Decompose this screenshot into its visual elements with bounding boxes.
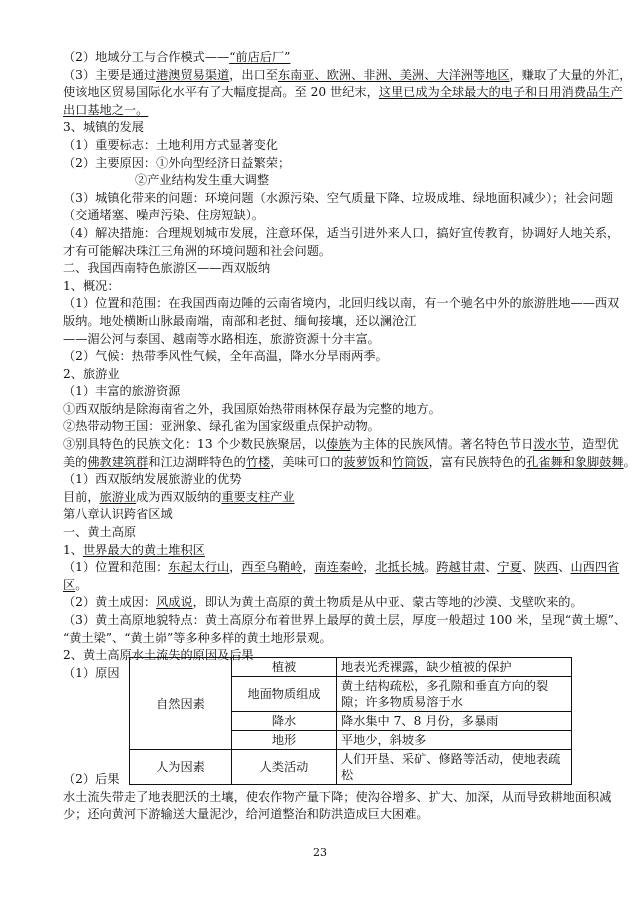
text-line [63,190,614,208]
text-run: （2）气候：热带季风性气候，全年高温，降水分旱雨两季。 [63,349,388,364]
underlined-text: 这里已成为全球最大的电子和日用消费品生产 [378,85,623,100]
underlined-text: 出口基地之一。 [63,102,149,117]
underlined-text: 南连秦岭 [314,560,364,575]
description-cell: 平地少，斜坡多 [337,731,572,750]
text-line [63,806,580,824]
human-factors-cell: 人为因素 [130,750,232,785]
text-line [63,789,612,807]
text-run: ②产业结构发生重大调整 [135,173,270,188]
text-block-bottom [63,771,612,824]
text-line [63,137,580,155]
text-run: ，即认为黄土高原的黄土物质是从中亚、蒙古等地的沙漠、戈壁吹来的。 [192,595,583,610]
text-line [63,489,580,507]
underlined-text: 重要支柱产业 [221,489,295,504]
text-run: 2、旅游业 [63,366,120,381]
text-line [63,260,580,278]
text-run: （3）黄土高原地貌特点：黄土高原分布着世界上最厚的黄土层，厚度一般超过 100 米，呈现“黄土塬”、 [63,613,627,627]
soil-erosion-causes-table [129,657,572,785]
underlined-text: 竹楼 [245,454,271,469]
description-cell: 黄土结构疏松，多孔隙和垂直方向的裂隙；许多物质易溶于水 [337,677,572,712]
text-run: 才有可能解决珠江三角洲的环境问题和社会问题。 [63,243,332,258]
text-run: 、 [485,560,498,575]
text-run: ③别具特色的民族文化：13 个少数民族聚居，以 [63,437,327,452]
text-line [63,559,620,577]
text-line [63,594,583,612]
underlined-text: 东南亚、欧洲、非洲、美洲、大洋洲等地区 [277,67,510,82]
text-line [63,278,580,296]
text-run: （4）解决措施：合理规划城市发展，注意环保，适当引进外来人口，搞好宣传教育，协调好人地关系， [63,225,620,240]
text-line [63,771,580,789]
text-run: ——湄公河与泰国、越南等水路相连，旅游资源十分丰富。 [63,331,380,346]
page-number: 23 [313,846,327,859]
text-run: 一、黄土高原 [63,525,137,540]
description-cell: 降水集中 7、8 月份，多暴雨 [337,712,572,731]
text-run: 使该地区贸易国际化水平有了大幅度提高。至 20 世纪末， [63,85,379,100]
text-run: 1、 [63,542,83,557]
text-line [63,207,580,225]
text-line [63,84,623,102]
text-line [63,612,627,630]
text-run: （3）主要是通过 [63,67,157,82]
text-run: （1）位置和范围：在我国西南边陲的云南省境内，北回归线以南，有一个驰名中外的旅游胜地——西双 [63,296,620,311]
text-line [63,243,580,261]
text-run: 。 [424,560,437,575]
text-run: ， [229,560,242,575]
text-run: 。 [623,454,636,469]
text-run: 和江边湖畔特色的 [148,454,246,469]
underlined-text: 陕西 [533,560,559,575]
text-run: （3）城镇化带来的问题：环境问题（水源污染、空气质量下降、垃圾成堆、绿地面积减少）；社会问题 [63,190,614,205]
text-line [63,102,580,120]
underlined-text: 孔雀舞和象脚鼓舞 [526,454,624,469]
text-line [63,348,580,366]
text-line [63,49,580,67]
underlined-text: 西至乌鞘岭 [241,560,303,575]
text-run: （1）位置和范围： [63,560,169,575]
underlined-text: 区 [63,577,76,592]
text-line [63,542,580,560]
text-run: （2）黄土成因： [63,595,157,610]
text-line [63,331,580,349]
text-run: 2、黄土高原水土流失的原因及后果 [63,648,254,663]
text-line [63,630,580,648]
underlined-text: “前店后厂” [229,50,291,64]
text-run: 水土流失带走了地表肥沃的土壤，使农作物产量下降；使沟谷增多、扩大、加深，从而导致耕地面积减 [63,789,612,804]
underlined-text: 傣族 [326,437,351,452]
underlined-text: 菠萝饭 [343,454,380,469]
underlined-text: 风成说 [156,595,193,610]
underlined-text: 世界最大的黄土堆积区 [82,542,205,557]
text-line [63,119,580,137]
text-line [63,471,580,489]
underlined-text: 佛教建筑群 [87,454,149,469]
text-line [63,454,636,472]
text-run: （1）丰富的旅游资源 [63,384,181,399]
underlined-text: 东起太行山 [168,560,230,575]
text-run: ①西双版纳是除海南省之外，我国原始热带雨林保存最为完整的地方。 [63,401,441,416]
text-run: （交通堵塞、噪声污染、住房短缺）。 [63,208,265,223]
text-run: （1）重要标志：土地利用方式显著变化 [63,137,278,152]
underlined-text: 竹筒饭 [392,454,429,469]
text-line [63,418,580,436]
text-run: ， [363,560,376,575]
text-line [63,313,580,331]
text-run: 和 [379,454,393,469]
underlined-text: 港澳贸易渠道 [156,67,230,82]
text-line [63,383,580,401]
text-run: ，美味可口的 [270,454,344,469]
factor-cell: 人类活动 [232,750,337,785]
natural-factors-cell: 自然因素 [130,658,232,750]
text-run: 、 [521,560,534,575]
text-run: 1、概况： [63,278,120,293]
text-line [63,524,580,542]
factor-cell: 地面物质组成 [232,677,337,712]
table-row [130,658,572,677]
text-line [63,225,620,243]
text-line [63,506,580,524]
underlined-text: 跨越甘肃 [436,560,486,575]
text-line [63,436,619,454]
text-line [63,401,580,419]
text-run: （1）原因 [63,665,120,680]
text-run: （2）地域分工与合作模式—— [63,50,230,64]
text-line [63,172,580,190]
text-line [63,155,580,173]
text-run: 成为西双版纳的 [136,489,222,504]
text-run: 美的 [63,454,88,469]
text-run: 为主体的民族风情。著名特色节日 [350,437,534,452]
factor-cell: 降水 [232,712,337,731]
text-run: 目前， [63,489,100,504]
text-line [63,295,620,313]
text-run: 第八章认识跨省区域 [63,507,173,522]
underlined-text: 山西四省 [570,560,620,575]
text-run: 、 [558,560,571,575]
factor-cell: 地形 [232,731,337,750]
text-run: 少；还向黄河下游输送大量泥沙，给河道整治和防洪造成巨大困难。 [63,807,429,822]
underlined-text: 宁夏 [497,560,522,575]
text-run: ，造型优 [569,437,619,452]
underlined-text: 北抵长城 [375,560,425,575]
description-cell: 人们开垦、采矿、修路等活动，使地表疏松 [337,750,572,785]
underlined-text: 泼水节 [533,437,570,452]
text-run: （2）主要原因：①外向型经济日益繁荣； [63,155,291,170]
text-run: ， [302,560,315,575]
text-run: （2）后果 [63,772,120,786]
text-run: 。 [75,577,88,592]
text-run: 3、城镇的发展 [63,120,144,135]
text-run: ②热带动物王国：亚洲象、绿孔雀为国家级重点保护动物。 [63,419,380,434]
text-run: （1）西双版纳发展旅游业的优势 [63,472,242,487]
text-run: ，赚取了大量的外汇， [509,67,632,82]
text-run: 二、我国西南特色旅游区——西双版纳 [63,261,271,276]
text-run: ，出口至 [229,67,278,82]
text-run: ，富有民族特色的 [428,454,527,469]
text-block-top [63,49,636,682]
text-run: 版纳。地处横断山脉最南端，南部和老挝、缅甸接壤，还以澜沧江 [63,313,417,328]
underlined-text: 旅游业 [99,489,137,504]
text-line [63,366,580,384]
text-line [63,577,580,595]
text-line [63,67,632,85]
description-cell: 地表光秃裸露，缺少植被的保护 [337,658,572,677]
factor-cell: 植被 [232,658,337,677]
text-run: “黄土梁”、“黄土峁”等多种多样的黄土地形景观。 [63,630,332,645]
